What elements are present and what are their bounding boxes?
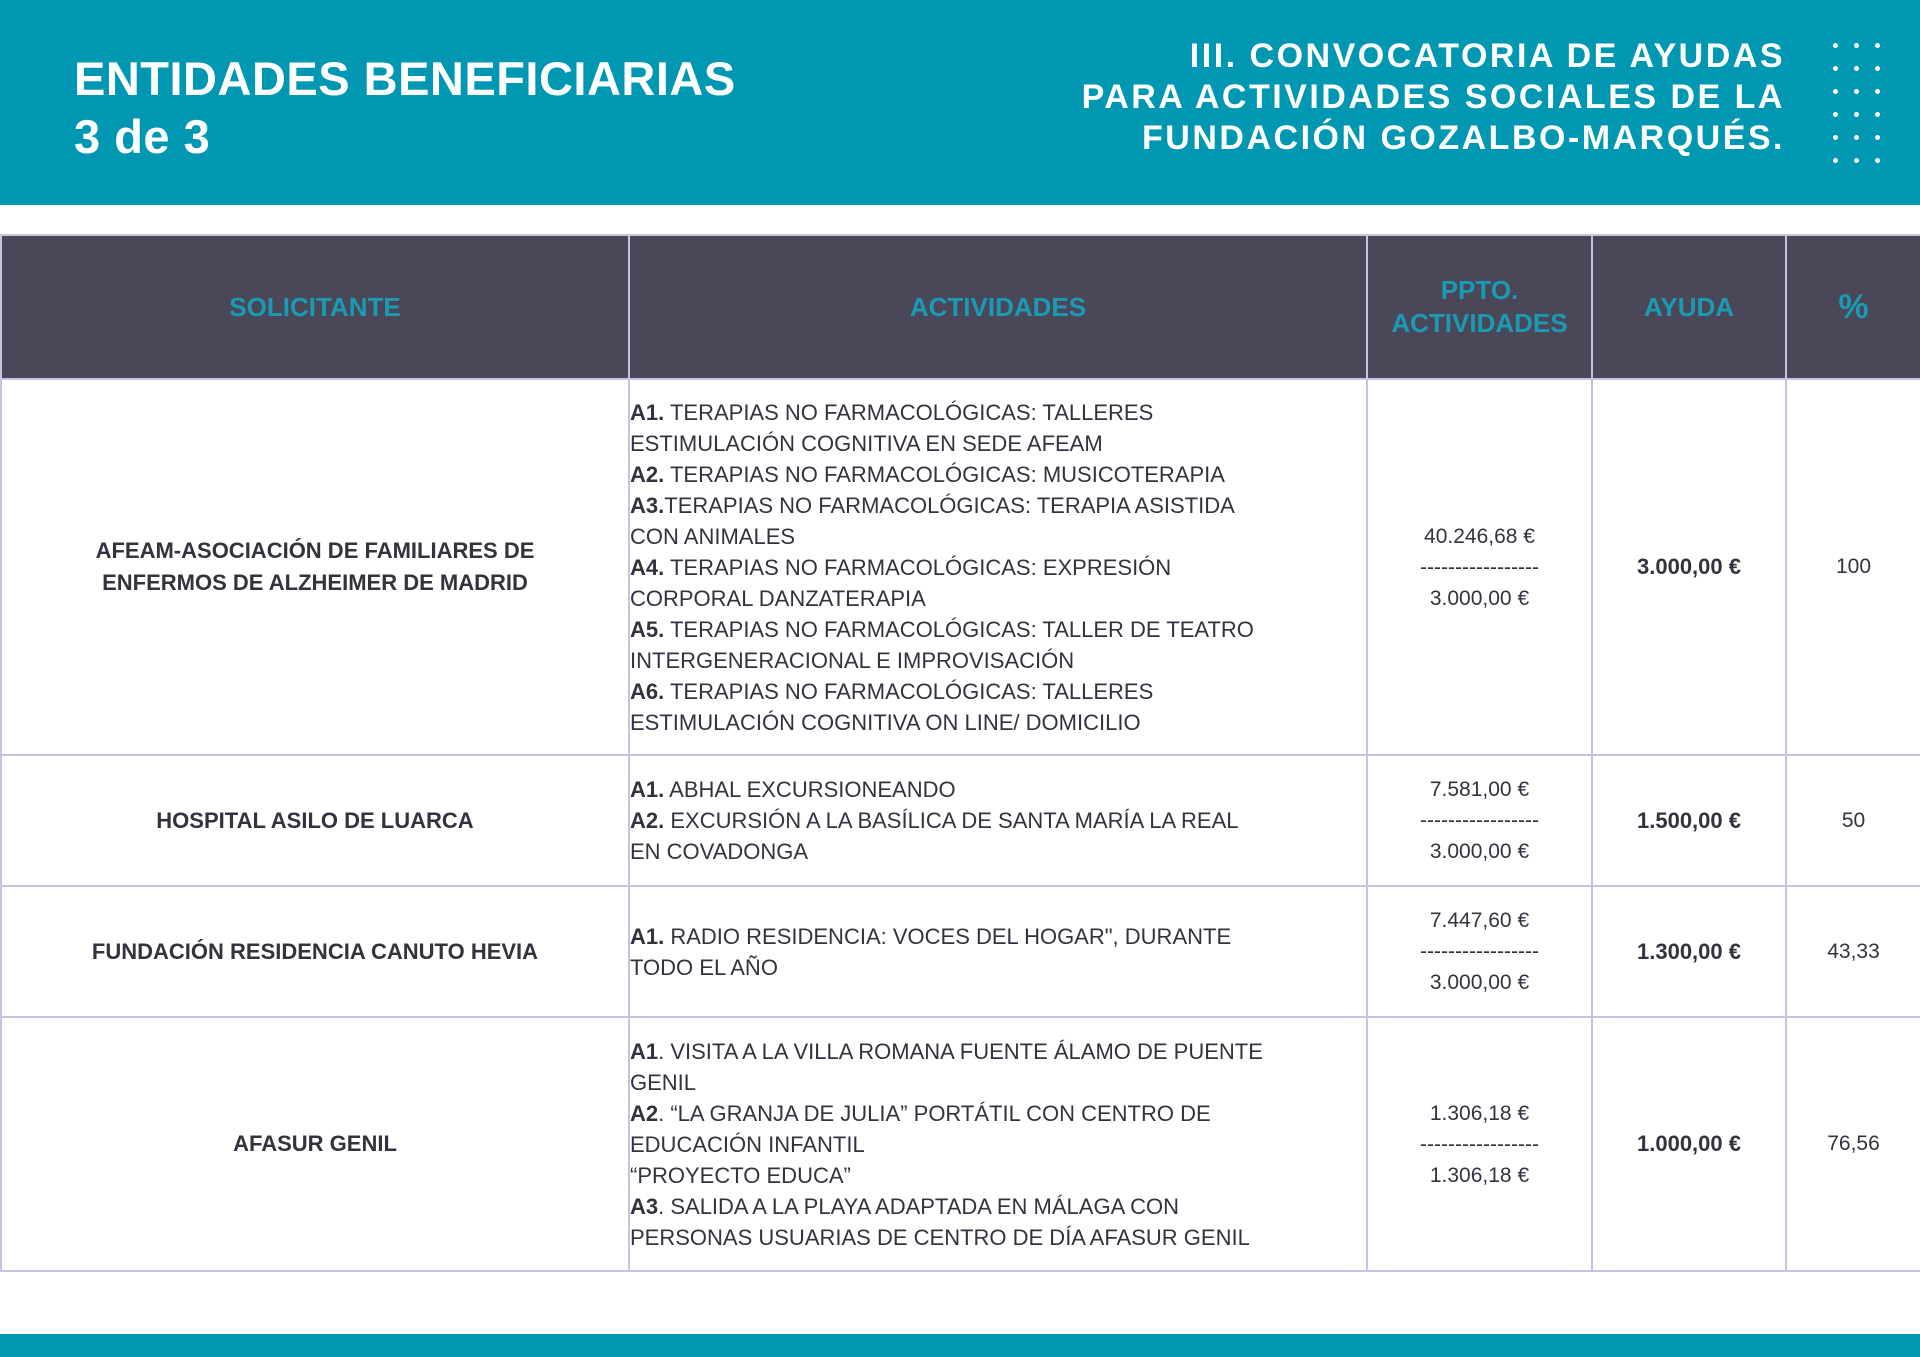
budget-total: 7.447,60 € <box>1429 909 1530 932</box>
col-header-percent: % <box>1786 235 1920 379</box>
decorative-dot <box>1833 135 1838 140</box>
table-row <box>1 1017 1920 1271</box>
decorative-dot <box>1854 135 1859 140</box>
table-header-row <box>1 235 1920 379</box>
col-header-actividades: ACTIVIDADES <box>629 235 1367 379</box>
budget-total: 1.306,18 € <box>1429 1101 1530 1125</box>
activity-line <box>630 521 1366 552</box>
call-title-line: PARA ACTIVIDADES SOCIALES DE LA <box>1081 78 1785 116</box>
decorative-dot <box>1833 158 1838 163</box>
table-row <box>1 886 1920 1017</box>
budget-divider: ----------------- <box>1420 809 1539 832</box>
activity-line <box>630 1129 1366 1160</box>
col-header-ppto <box>1367 235 1592 379</box>
activity-text: “PROYECTO EDUCA” <box>630 1162 851 1188</box>
budget-divider: ----------------- <box>1420 555 1539 579</box>
activity-code: A2. <box>630 808 665 833</box>
activity-code: A6. <box>630 678 665 704</box>
page-title <box>74 50 736 166</box>
page-counter: 3 de 3 <box>74 110 211 163</box>
activity-line <box>630 428 1366 459</box>
activity-code: A2 <box>630 1100 659 1126</box>
activity-text: TODO EL AÑO <box>630 954 778 980</box>
activity-text: . SALIDA A LA PLAYA ADAPTADA EN MÁLAGA CON <box>658 1193 1180 1219</box>
activities-cell <box>629 379 1367 755</box>
decorative-dot <box>1875 89 1880 94</box>
activity-line <box>630 1160 1366 1191</box>
budget-cell <box>1367 1017 1592 1271</box>
call-title-line: III. CONVOCATORIA DE AYUDAS <box>1189 37 1785 75</box>
footer-bar <box>0 1334 1920 1357</box>
activity-text: ESTIMULACIÓN COGNITIVA ON LINE/ DOMICILIO <box>630 709 1141 735</box>
activity-code: A1. <box>630 923 665 949</box>
activity-text: ABHAL EXCURSIONEANDO <box>664 777 956 802</box>
decorative-dot <box>1875 112 1880 117</box>
budget-total: 7.581,00 € <box>1429 778 1530 801</box>
decorative-dot <box>1875 158 1880 163</box>
grant-amount: 3.000,00 € <box>1592 379 1786 755</box>
grant-percent: 76,56 <box>1786 1017 1920 1271</box>
applicant-cell <box>1 1017 629 1271</box>
activity-text: CORPORAL DANZATERAPIA <box>630 585 926 611</box>
table-row <box>1 379 1920 755</box>
budget-cell <box>1367 755 1592 886</box>
activity-line <box>630 805 1366 836</box>
call-title-line: FUNDACIÓN GOZALBO-MARQUÉS. <box>1142 119 1785 157</box>
activity-code: A4. <box>630 554 665 580</box>
grant-amount: 1.300,00 € <box>1592 886 1786 1017</box>
activity-line <box>630 921 1366 952</box>
activity-line <box>630 490 1366 521</box>
decorative-dot <box>1833 66 1838 71</box>
activity-text: RADIO RESIDENCIA: VOCES DEL HOGAR", DURANTE <box>664 923 1232 949</box>
decorative-dots <box>1833 43 1883 168</box>
activities-cell <box>629 755 1367 886</box>
activity-text: TERAPIAS NO FARMACOLÓGICAS: TALLERES <box>664 399 1154 425</box>
decorative-dot <box>1854 89 1859 94</box>
activity-code: A2. <box>630 461 665 487</box>
activity-text: EN COVADONGA <box>630 839 809 864</box>
activity-line <box>630 707 1366 738</box>
budget-requested: 3.000,00 € <box>1429 971 1530 994</box>
budget-requested: 3.000,00 € <box>1429 840 1530 863</box>
decorative-dot <box>1833 89 1838 94</box>
applicant-cell <box>1 755 629 886</box>
decorative-dot <box>1833 112 1838 117</box>
activity-code: A3 <box>630 1193 659 1219</box>
grant-amount: 1.500,00 € <box>1592 755 1786 886</box>
budget-requested: 1.306,18 € <box>1429 1163 1530 1187</box>
activity-text: GENIL <box>630 1069 697 1095</box>
grant-amount: 1.000,00 € <box>1592 1017 1786 1271</box>
activity-text: . “LA GRANJA DE JULIA” PORTÁTIL CON CENTRO DE <box>658 1100 1211 1126</box>
decorative-dot <box>1854 66 1859 71</box>
applicant-cell <box>1 379 629 755</box>
activity-code: A5. <box>630 616 665 642</box>
budget-divider: ----------------- <box>1420 940 1539 963</box>
activity-line <box>630 1222 1366 1253</box>
activity-code: A1. <box>630 777 665 802</box>
header-banner <box>0 0 1920 205</box>
decorative-dot <box>1833 43 1838 48</box>
decorative-dot <box>1854 112 1859 117</box>
decorative-dot <box>1875 43 1880 48</box>
grant-percent: 43,33 <box>1786 886 1920 1017</box>
activity-line <box>630 1191 1366 1222</box>
activity-text: TERAPIAS NO FARMACOLÓGICAS: MUSICOTERAPIA <box>664 461 1225 487</box>
applicant-line: AFEAM-ASOCIACIÓN DE FAMILIARES DE <box>95 538 535 563</box>
activity-text: INTERGENERACIONAL E IMPROVISACIÓN <box>630 647 1075 673</box>
page-title-line: ENTIDADES BENEFICIARIAS <box>74 52 736 105</box>
activity-line <box>630 645 1366 676</box>
applicant-cell <box>1 886 629 1017</box>
activity-line <box>630 614 1366 645</box>
table-row <box>1 755 1920 886</box>
activities-cell <box>629 886 1367 1017</box>
activity-line <box>630 774 1366 805</box>
budget-total: 40.246,68 € <box>1424 524 1535 548</box>
activity-line <box>630 952 1366 983</box>
budget-requested: 3.000,00 € <box>1429 586 1530 610</box>
activity-line <box>630 583 1366 614</box>
activity-text: ESTIMULACIÓN COGNITIVA EN SEDE AFEAM <box>630 430 1103 456</box>
activity-line <box>630 836 1366 867</box>
decorative-dot <box>1854 158 1859 163</box>
col-header-ppto-line: ACTIVIDADES <box>1391 308 1568 338</box>
activity-text: EXCURSIÓN A LA BASÍLICA DE SANTA MARÍA LA REAL <box>664 808 1239 833</box>
activities-cell <box>629 1017 1367 1271</box>
budget-cell <box>1367 886 1592 1017</box>
decorative-dot <box>1854 43 1859 48</box>
activity-text: CON ANIMALES <box>630 523 796 549</box>
activity-text: TERAPIAS NO FARMACOLÓGICAS: TALLERES <box>664 678 1154 704</box>
activity-line <box>630 397 1366 428</box>
beneficiaries-table <box>0 234 1920 1272</box>
activity-text: . VISITA A LA VILLA ROMANA FUENTE ÁLAMO DE PUENTE <box>658 1038 1263 1064</box>
decorative-dot <box>1875 135 1880 140</box>
applicant-line: FUNDACIÓN RESIDENCIA CANUTO HEVIA <box>91 938 539 964</box>
call-title <box>1082 36 1785 159</box>
applicant-line: AFASUR GENIL <box>233 1131 397 1156</box>
activity-code: A1. <box>630 399 665 425</box>
activity-text: TERAPIAS NO FARMACOLÓGICAS: EXPRESIÓN <box>664 554 1172 580</box>
activity-text: PERSONAS USUARIAS DE CENTRO DE DÍA AFASUR GENIL <box>630 1224 1250 1250</box>
activity-code: A3. <box>630 492 665 518</box>
col-header-ppto-line: PPTO. <box>1440 275 1519 305</box>
grant-percent: 100 <box>1786 379 1920 755</box>
budget-divider: ----------------- <box>1420 1132 1539 1156</box>
activity-line <box>630 676 1366 707</box>
col-header-solicitante: SOLICITANTE <box>1 235 629 379</box>
activity-code: A1 <box>630 1038 659 1064</box>
budget-cell <box>1367 379 1592 755</box>
applicant-line: HOSPITAL ASILO DE LUARCA <box>156 807 474 833</box>
applicant-line: ENFERMOS DE ALZHEIMER DE MADRID <box>102 570 528 595</box>
activity-text: TERAPIAS NO FARMACOLÓGICAS: TERAPIA ASISTIDA <box>664 492 1235 518</box>
grant-percent: 50 <box>1786 755 1920 886</box>
activity-line <box>630 1036 1366 1067</box>
activity-line <box>630 459 1366 490</box>
col-header-ayuda: AYUDA <box>1592 235 1786 379</box>
activity-text: EDUCACIÓN INFANTIL <box>630 1131 865 1157</box>
activity-line <box>630 552 1366 583</box>
activity-line <box>630 1067 1366 1098</box>
activity-line <box>630 1098 1366 1129</box>
decorative-dot <box>1875 66 1880 71</box>
activity-text: TERAPIAS NO FARMACOLÓGICAS: TALLER DE TEATRO <box>664 616 1254 642</box>
